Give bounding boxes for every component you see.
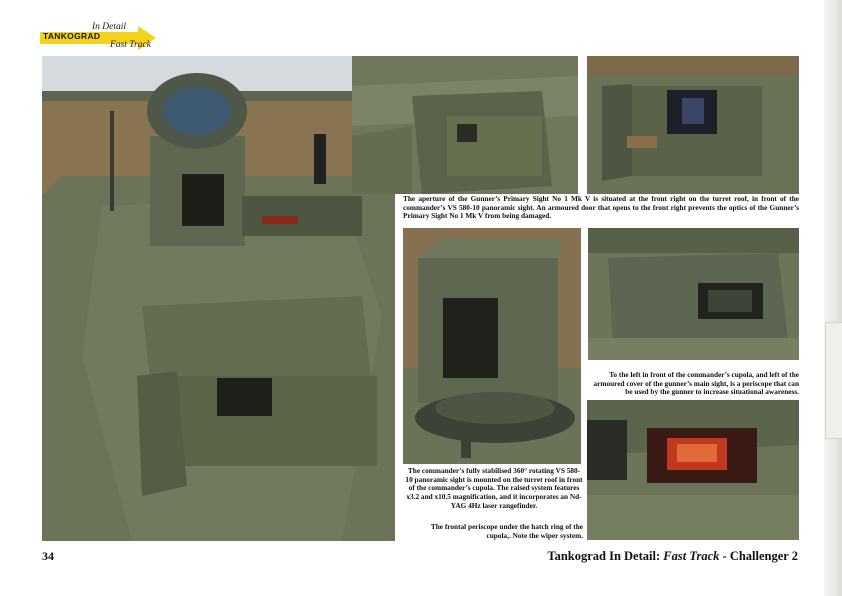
logo-series-line2: Fast Track (110, 40, 151, 50)
caption-left-periscope: To the left in front of the commander’s cupola, and left of the armoured cover of the gunner’s main sight, is a periscope that can be used by the gunner to increase situational awareness. (593, 370, 799, 397)
page-number: 34 (42, 549, 54, 563)
photo-commander-sight (403, 228, 581, 464)
caption-frontal-periscope: The frontal periscope under the hatch ring of the cupola,. Note the wiper system. (430, 522, 583, 540)
footer-title-suffix: - Challenger 2 (719, 549, 798, 563)
logo-series-line1: In Detail (92, 22, 127, 32)
footer-title-prefix: Tankograd In Detail: (547, 549, 664, 563)
footer-title-series: Fast Track (663, 549, 720, 563)
tankograd-logo (40, 22, 165, 54)
caption-gunner-sight: The aperture of the Gunner’s Primary Sight No 1 Mk V is situated at the front right on the turret roof, in front of the commander’s VS 580-10 panoramic sight. An armoured door that opens to the front right prevents the optics of the Gunner’s Primary Sight No 1 Mk V from being damaged. (403, 194, 799, 221)
footer-title (547, 549, 798, 564)
page-edge (824, 0, 842, 596)
photo-turret-roof (42, 56, 395, 541)
photo-armoured-door (352, 56, 578, 194)
photo-frontal-periscope (587, 400, 799, 540)
page-edge-tab (825, 322, 842, 439)
photo-left-periscope (588, 228, 799, 360)
logo-name: TANKOGRAD (43, 31, 101, 41)
caption-commander-sight: The commander’s fully stabilised 360° rotating VS 580-10 panoramic sight is mounted on the turret roof in front of the commander’s cupola. The raised system features x3.2 and x10.5 magnification, and it incorporates an Nd-YAG 4Hz laser rangefinder. (405, 466, 583, 510)
photo-sight-aperture (587, 56, 799, 194)
